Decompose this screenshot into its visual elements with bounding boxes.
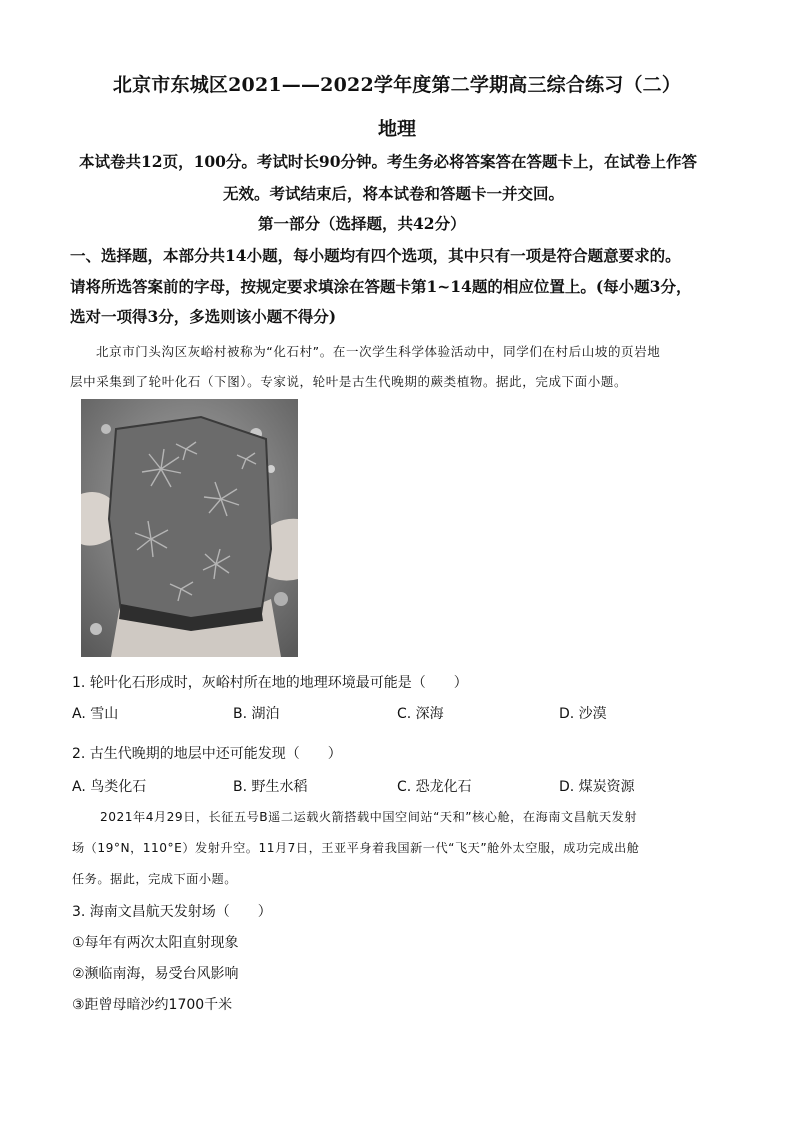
- fossil-photo-drawing: [81, 399, 298, 657]
- question-3-item-1: ①每年有两次太阳直射现象: [72, 935, 239, 951]
- page-title: 北京市东城区2021——2022学年度第二学期高三综合练习（二）: [112, 74, 682, 96]
- question-1-option-a[interactable]: A. 雪山: [72, 706, 119, 722]
- passage-two-line-3: 任务。据此，完成下面小题。: [72, 872, 237, 886]
- question-2-option-a[interactable]: A. 鸟类化石: [72, 779, 147, 795]
- passage-two-line-2: 场（19°N，110°E）发射升空。11月7日，王亚平身着我国新一代“飞天”舱外太空服，成功完成出舱: [72, 841, 640, 855]
- section-instruction-line-2: 请将所选答案前的字母，按规定要求填涂在答题卡第1~14题的相应位置上。(每小题3分，: [70, 277, 692, 296]
- question-2-option-b[interactable]: B. 野生水稻: [233, 779, 308, 795]
- question-1-stem: 1. 轮叶化石形成时，灰峪村所在地的地理环境最可能是（ ）: [72, 675, 468, 691]
- question-3-item-3: ③距曾母暗沙约1700千米: [72, 997, 233, 1013]
- subject-title: 地理: [377, 118, 416, 140]
- passage-one-line-2: 层中采集到了轮叶化石（下图）。专家说，轮叶是古生代晚期的蕨类植物。据此，完成下面小题。: [70, 374, 628, 389]
- part-one-heading: 第一部分（选择题，共42分）: [258, 214, 466, 233]
- question-1-option-b[interactable]: B. 湖泊: [233, 706, 280, 722]
- instructions-line-1: 本试卷共12页，100分。考试时长90分钟。考生务必将答案答在答题卡上，在试卷上作答: [79, 152, 697, 171]
- question-1-option-c[interactable]: C. 深海: [397, 706, 444, 722]
- section-instruction-line-3: 选对一项得3分，多选则该小题不得分): [70, 307, 337, 326]
- instructions-line-2: 无效。考试结束后，将本试卷和答题卡一并交回。: [223, 184, 565, 203]
- question-2-option-d[interactable]: D. 煤炭资源: [559, 779, 635, 795]
- question-2-stem: 2. 古生代晚期的地层中还可能发现（ ）: [72, 746, 342, 762]
- question-1-option-d[interactable]: D. 沙漠: [559, 706, 607, 722]
- passage-two-line-1: 2021年4月29日，长征五号B遥二运载火箭搭载中国空间站“天和”核心舱，在海南文昌航天发射: [100, 810, 638, 824]
- section-instruction-line-1: 一、选择题，本部分共14小题，每小题均有四个选项，其中只有一项是符合题意要求的。: [70, 246, 681, 265]
- question-2-option-c[interactable]: C. 恐龙化石: [397, 779, 472, 795]
- question-3-item-2: ②濒临南海，易受台风影响: [72, 966, 239, 982]
- fossil-photo: [81, 399, 298, 657]
- question-3-stem: 3. 海南文昌航天发射场（ ）: [72, 904, 272, 920]
- passage-one-line-1: 北京市门头沟区灰峪村被称为“化石村”。在一次学生科学体验活动中，同学们在村后山坡的页岩地: [96, 344, 661, 359]
